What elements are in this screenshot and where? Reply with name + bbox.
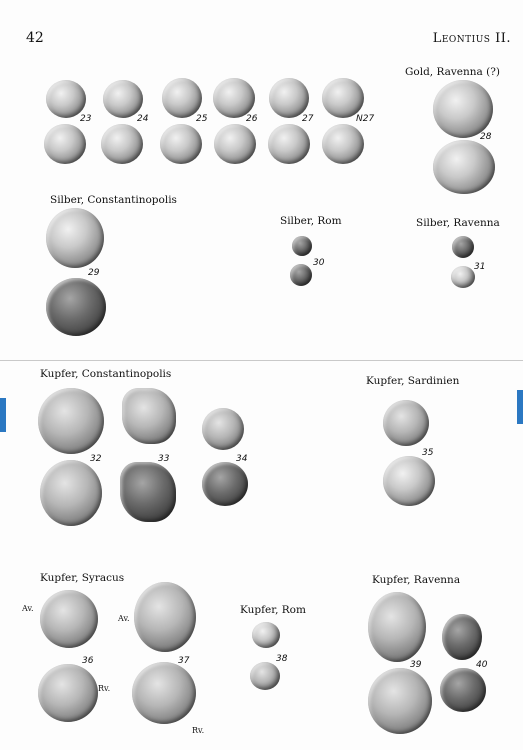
plate-divider xyxy=(0,360,523,361)
coin-23-reverse xyxy=(44,124,86,164)
label-obverse-1: Av. xyxy=(22,604,34,613)
coin-number-25: 25 xyxy=(196,114,208,124)
coin-39-reverse xyxy=(368,668,432,734)
coin-37-reverse xyxy=(132,662,196,724)
coin-24-reverse xyxy=(101,124,143,164)
coin-24-obverse xyxy=(103,80,143,118)
coin-25-obverse xyxy=(162,78,202,118)
caption-silber-constantinopolis: Silber, Constantinopolis xyxy=(50,194,177,206)
coin-29-obverse xyxy=(46,208,104,268)
page-number: 42 xyxy=(26,30,44,46)
coin-number-38: 38 xyxy=(276,654,288,664)
coin-number-31: 31 xyxy=(474,262,486,272)
coin-31-obverse xyxy=(452,236,474,258)
coin-number-33: 33 xyxy=(158,454,170,464)
coin-number-26: 26 xyxy=(246,114,258,124)
caption-kupfer-constantinopolis: Kupfer, Constantinopolis xyxy=(40,368,172,380)
coin-number-29: 29 xyxy=(88,268,100,278)
coin-34-obverse xyxy=(202,408,244,450)
coin-30-obverse xyxy=(292,236,312,256)
coin-40-obverse xyxy=(442,614,482,660)
coin-number-27: 27 xyxy=(302,114,314,124)
coin-38-obverse xyxy=(252,622,280,648)
coin-number-37: 37 xyxy=(178,656,190,666)
coin-28-obverse xyxy=(433,80,493,138)
coin-30-reverse xyxy=(290,264,312,286)
coin-38-reverse xyxy=(250,662,280,690)
coin-28-reverse xyxy=(433,140,495,194)
coin-27b-reverse xyxy=(322,124,364,164)
caption-kupfer-ravenna: Kupfer, Ravenna xyxy=(372,574,461,586)
coin-27-reverse xyxy=(268,124,310,164)
coin-number-28: 28 xyxy=(480,132,492,142)
coin-26-obverse xyxy=(213,78,255,118)
coin-31-reverse xyxy=(451,266,475,288)
caption-gold-ravenna: Gold, Ravenna (?) xyxy=(405,66,500,78)
caption-kupfer-rom: Kupfer, Rom xyxy=(240,604,306,616)
coin-32-reverse xyxy=(40,460,102,526)
coin-34-reverse xyxy=(202,462,248,506)
coin-number-30: 30 xyxy=(313,258,325,268)
coin-number-39: 39 xyxy=(410,660,422,670)
coin-35-reverse xyxy=(383,456,435,506)
coin-29-reverse xyxy=(46,278,106,336)
caption-kupfer-syracus: Kupfer, Syracus xyxy=(40,572,125,584)
coin-26-reverse xyxy=(214,124,256,164)
coin-25-reverse xyxy=(160,124,202,164)
coin-number-35: 35 xyxy=(422,448,434,458)
coin-number-27b: N27 xyxy=(356,114,375,124)
coin-32-obverse xyxy=(38,388,104,454)
coin-33-obverse xyxy=(122,388,176,444)
running-head: Leontius II. xyxy=(432,31,511,46)
coin-33-reverse xyxy=(120,462,176,522)
coin-35-obverse xyxy=(383,400,429,446)
label-reverse-1: Rv. xyxy=(98,684,111,693)
label-reverse-2: Rv. xyxy=(192,726,205,735)
coin-39-obverse xyxy=(368,592,426,662)
coin-36-reverse xyxy=(38,664,98,722)
right-edge-marker xyxy=(517,390,523,424)
coin-40-reverse xyxy=(440,668,486,712)
coin-36-obverse xyxy=(40,590,98,648)
coin-number-32: 32 xyxy=(90,454,102,464)
coin-number-24: 24 xyxy=(137,114,149,124)
coin-23-obverse xyxy=(46,80,86,118)
coin-number-40: 40 xyxy=(476,660,488,670)
caption-silber-ravenna: Silber, Ravenna xyxy=(416,217,500,229)
coin-37-obverse xyxy=(134,582,196,652)
coin-27b-obverse xyxy=(322,78,364,118)
coin-number-34: 34 xyxy=(236,454,248,464)
caption-silber-rom: Silber, Rom xyxy=(280,215,342,227)
coin-number-36: 36 xyxy=(82,656,94,666)
coin-number-23: 23 xyxy=(80,114,92,124)
left-edge-marker xyxy=(0,398,6,432)
coin-27-obverse xyxy=(269,78,309,118)
label-obverse-2: Av. xyxy=(118,614,130,623)
caption-kupfer-sardinien: Kupfer, Sardinien xyxy=(366,375,460,387)
